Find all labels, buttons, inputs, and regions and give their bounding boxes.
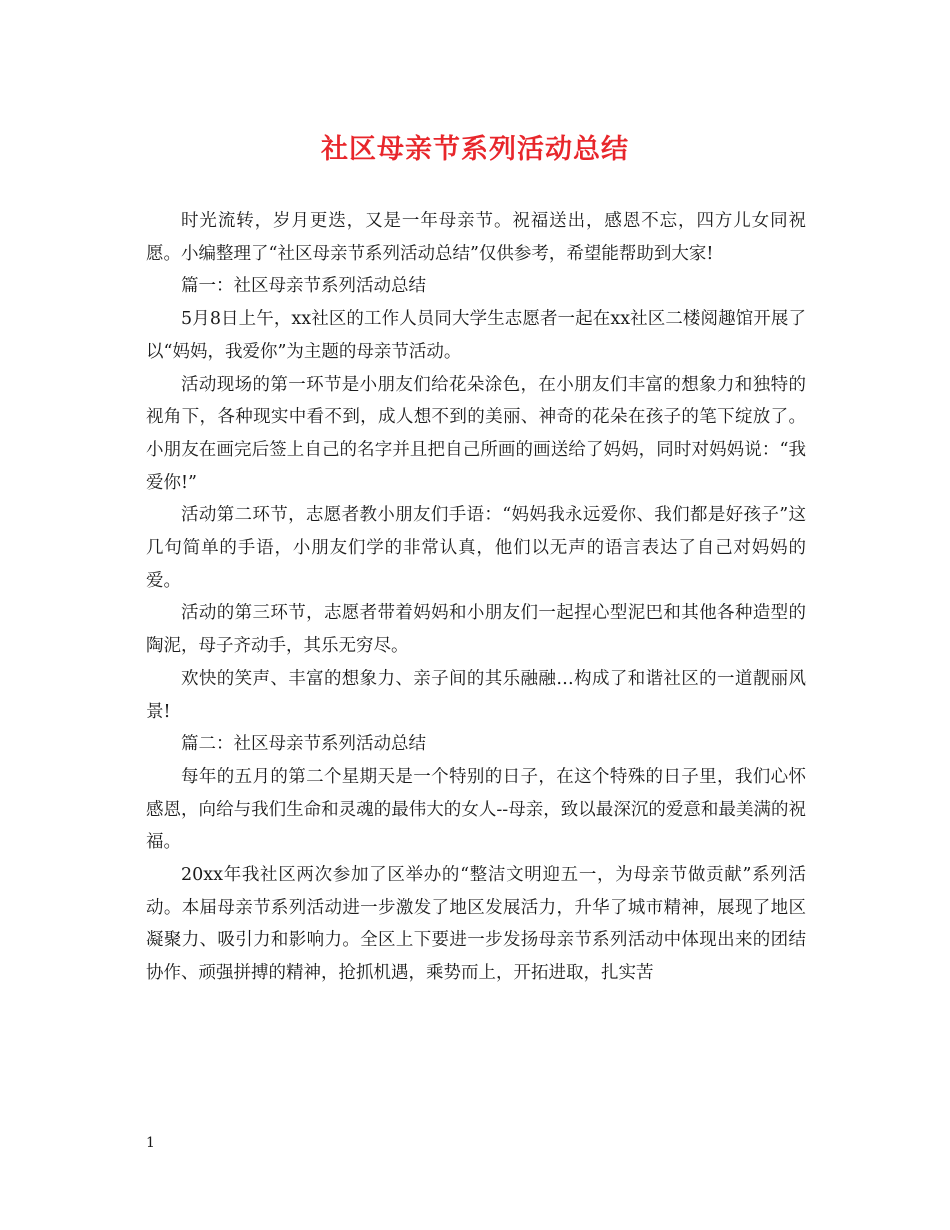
- paragraph-second-session: 活动第二环节，志愿者教小朋友们手语：“妈妈我永远爱你、我们都是好孩子”这几句简单的手语，小朋友们学的非常认真，他们以无声的语言表达了自己对妈妈的爱。: [146, 505, 806, 591]
- paragraph-intro: 时光流转，岁月更迭，又是一年母亲节。祝福送出，感恩不忘，四方儿女同祝愿。小编整理了“社区母亲节系列活动总结”仅供参考，希望能帮助到大家!: [146, 211, 806, 264]
- paragraph-first-session: 活动现场的第一环节是小朋友们给花朵涂色，在小朋友们丰富的想象力和独特的视角下，各种现实中看不到，成人想不到的美丽、神奇的花朵在孩子的笔下绽放了。小朋友在画完后签上自己的名字并且把自己所画的画送给了妈妈，同时对妈妈说：“我爱你!”: [146, 374, 806, 493]
- paragraph-closing-part-one: 欢快的笑声、丰富的想象力、亲子间的其乐融融…构成了和谐社区的一道靓丽风景!: [146, 668, 806, 722]
- section-heading-part-two: 篇二：社区母亲节系列活动总结: [181, 734, 426, 755]
- paragraph-event-overview: 5月8日上午，xx社区的工作人员同大学生志愿者一起在xx社区二楼阅趣馆开展了以“妈妈，我爱你”为主题的母亲节活动。: [146, 309, 806, 362]
- paragraph-mothers-day-intro: 每年的五月的第二个星期天是一个特别的日子，在这个特殊的日子里，我们心怀感恩，向给与我们生命和灵魂的最伟大的女人--母亲，致以最深沉的爱意和最美满的祝福。: [146, 766, 806, 853]
- page-number: 1: [146, 1135, 155, 1151]
- paragraph-third-session: 活动的第三环节，志愿者带着妈妈和小朋友们一起捏心型泥巴和其他各种造型的陶泥，母子齐动手，其乐无穷尽。: [146, 603, 806, 657]
- paragraph-community-activities: 20xx年我社区两次参加了区举办的“整洁文明迎五一，为母亲节做贡献”系列活动。本届母亲节系列活动进一步激发了地区发展活力，升华了城市精神，展现了地区凝聚力、吸引力和影响力。全区上下要进一步发扬母亲节系列活动中体现出来的团结协作、顽强拼搏的精神，抢抓机遇，乘势而上，开拓进取，扎实苦: [146, 865, 806, 984]
- section-heading-part-one: 篇一：社区母亲节系列活动总结: [181, 276, 426, 297]
- document-title: 社区母亲节系列活动总结: [321, 134, 629, 165]
- document-body: [146, 205, 806, 990]
